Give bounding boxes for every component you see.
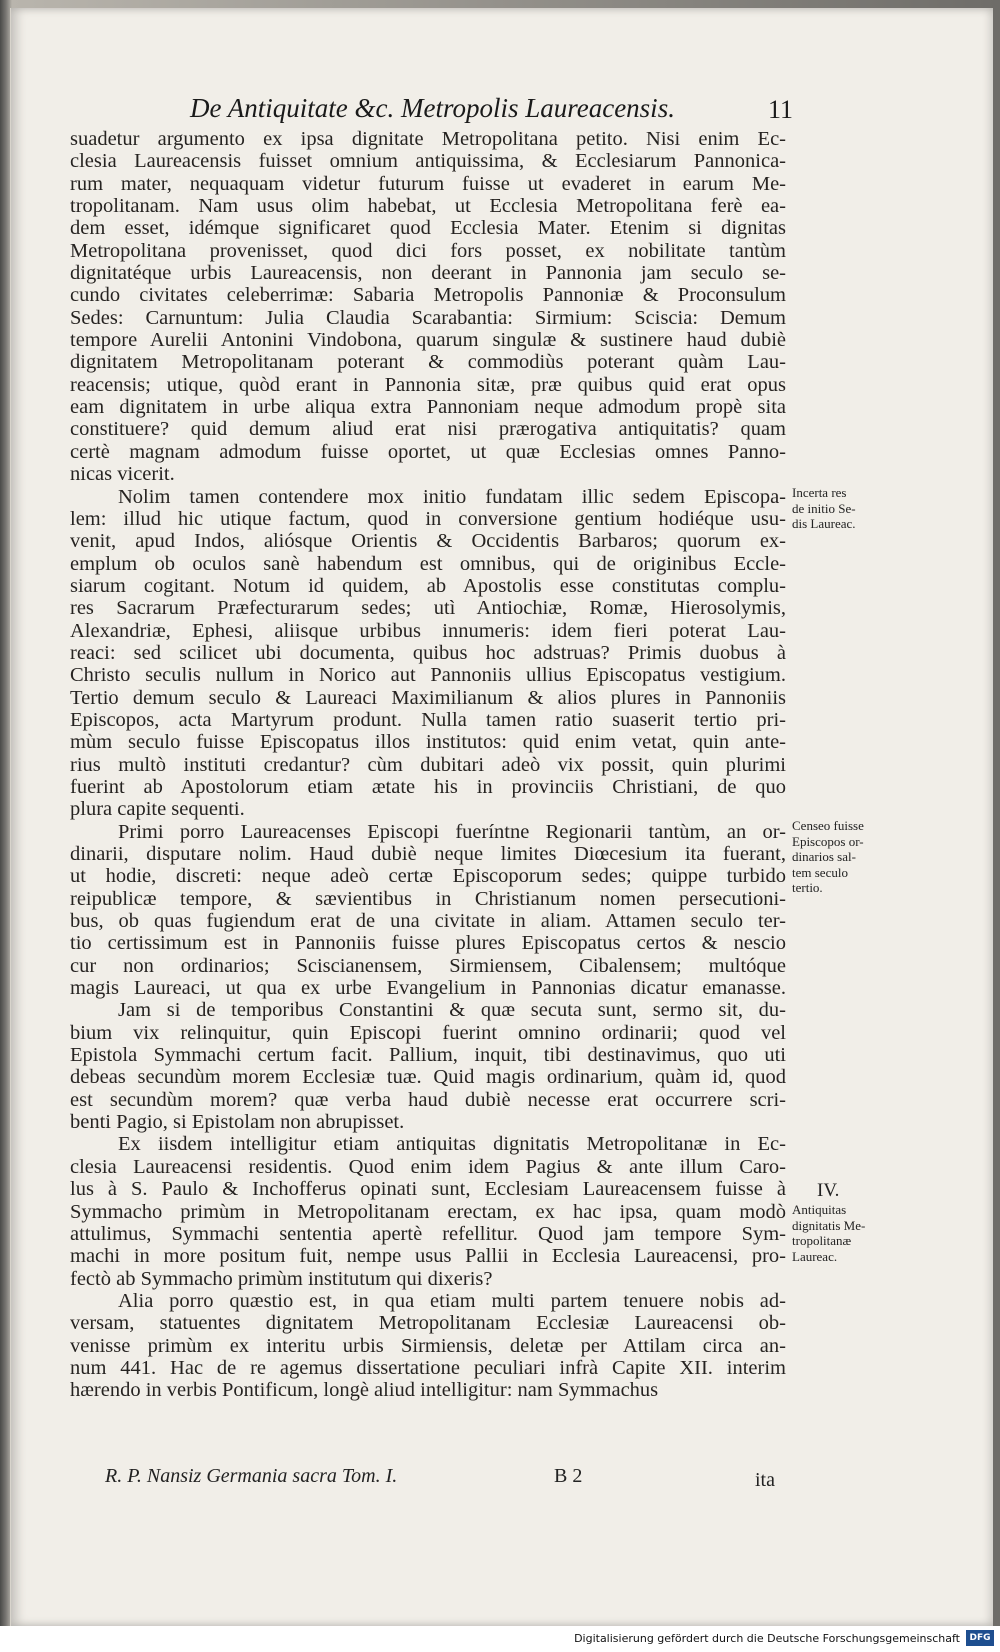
credit-bar (0, 1626, 1000, 1652)
margin-note-antiquitas (792, 1180, 902, 1264)
text-line: versam, statuentes dignitatem Metropolitanam Ecclesiæ Laureacensi ob- (70, 1312, 786, 1335)
text-line: Symmacho primùm in Metropolitanam erectam, ex hac ipsa, quam modò (70, 1200, 786, 1223)
margin-note-line: tropolitanæ (792, 1233, 852, 1248)
text-line: Primi porro Laureacenses Episcopi fueríntne Regionarii tantùm, an or- (118, 820, 786, 843)
text-line: clesia Laureacensi residentis. Quod enim idem Pagius & ante illum Caro- (70, 1155, 786, 1178)
section-numeral: IV. (817, 1180, 840, 1201)
text-line: num 441. Hac de re agemus dissertatione peculiari infrà Capite XII. interim (70, 1356, 786, 1379)
text-line: rum mater, nequaquam videtur futurum fuisse ut evaderet in earum Me- (70, 172, 786, 195)
margin-note-line: Episcopos or- (792, 833, 864, 849)
text-line: Episcopos, acta Martyrum produnt. Nulla tamen ratio suaserit tertio pri- (70, 708, 786, 731)
text-line: rius multò instituti credantur? cùm dubitari adeò vix possit, quin plurimi (70, 753, 786, 776)
text-line: clesia Laureacensis fuisset omnium antiquissima, & Ecclesiarum Pannonica- (70, 150, 786, 173)
text-line: reacensis; utique, quòd erant in Pannonia sitæ, præ quibus quid erat opus (70, 373, 786, 396)
text-line: Ex iisdem intelligitur etiam antiquitas dignitatis Metropolitanæ in Ec- (118, 1133, 786, 1156)
text-line: hærendo in verbis Pontificum, longè aliud intelligitur: nam Symmachus (70, 1379, 659, 1402)
text-line: siarum cogitant. Notum id quidem, ab Apostolis esse constitutas complu- (70, 574, 786, 597)
text-line: eam dignitatem in urbe aliqua extra Pannoniam neque admodum propè sita (70, 396, 786, 419)
text-line: magis Laureaci, ut qua ex urbe Evangelium in Pannonias dicatur emanasse. (70, 977, 786, 1000)
text-line: Nolim tamen contendere mox initio fundatam illic sedem Episcopa- (118, 485, 786, 508)
margin-note-line: dinarios sal- (792, 849, 856, 864)
text-line: res Sacrarum Præfecturarum sedes; utì Antiochiæ, Romæ, Hierosolymis, (70, 597, 786, 620)
text-line: reipublicæ tempore, & sævientibus in Christianum nomen persecutioni- (70, 887, 786, 910)
text-line: Alexandriæ, Ephesi, aliisque urbibus innumeris: idem fieri poterat Lau- (70, 619, 786, 642)
main-text (70, 128, 786, 1402)
text-line: reaci: sed scilicet ubi documenta, quibus hoc adstruas? Primis duobus à (70, 641, 786, 664)
text-line: ut hodie, discreti: neque adeò certæ Episcoporum sedes; quippe turbido (70, 865, 786, 888)
margin-note-line: de initio Se- (792, 500, 856, 516)
margin-note-line: Laureac. (792, 1248, 838, 1264)
text-line: nicas vicerit. (70, 463, 175, 486)
footer-catchword: ita (755, 1469, 775, 1491)
text-line: mùm seculo fuisse Episcopatus illos institutos: quid enim vetat, quin ante- (70, 731, 786, 754)
text-line: tempore Aurelii Antonini Vindobona, quarum singulæ & sustinere haud dubiè (70, 329, 786, 352)
credit-text: Digitalisierung gefördert durch die Deutsche Forschungsgemeinschaft (574, 1632, 960, 1645)
text-line: bium vix relinquitur, quin Episcopi fuerint omnino ordinarii; quod vel (70, 1021, 786, 1044)
text-line: Epistola Symmachi certum facit. Pallium, inquit, tibi destinavimus, quo uti (70, 1044, 786, 1067)
text-line: Alia porro quæstio est, in qua etiam multi partem tenuere nobis ad- (118, 1289, 786, 1312)
text-line: suadetur argumento ex ipsa dignitate Metropolitana petito. Nisi enim Ec- (70, 128, 786, 150)
text-line: cur non ordinarios; Sciscianensem, Sirmiensem, Cibalensem; multóque (70, 954, 786, 977)
margin-note-line: Incerta res (792, 485, 847, 500)
text-line: Christo seculis nullum in Norico aut Pannoniis ullius Episcopatus vestigium. (70, 664, 786, 687)
text-line: dignitatéque urbis Laureacensis, non deerant in Pannonia jam seculo se- (70, 262, 786, 285)
margin-note-censeo (792, 818, 902, 896)
text-line: dignitatem Metropolitanam poterant & commodiùs poterant quàm Lau- (70, 351, 786, 374)
text-line: machi in more positum fuit, nempe usus Pallii in Ecclesia Laureacensi, pro- (70, 1245, 786, 1268)
text-line: fectò ab Symmacho primùm institutum qui dixeris? (70, 1267, 493, 1290)
margin-note-line: dis Laureac. (792, 516, 856, 531)
margin-note-line: tem seculo (792, 864, 848, 880)
margin-note-line: Antiquitas (792, 1202, 847, 1217)
text-line: emplum ob oculos sanè habendum est omnibus, qui de originibus Eccle- (70, 552, 786, 575)
text-line: bus, ob quas fugiendum erat de una civitate in aliam. Attamen seculo ter- (70, 910, 786, 933)
dfg-logo: DFG (966, 1630, 994, 1646)
text-line: dinarii, disputare nolim. Haud dubiè neque limites Diœcesium ita fuerant, (70, 843, 786, 865)
text-line: cundo civitates celeberrimæ: Sabaria Metropolis Pannoniæ & Proconsulum (70, 284, 786, 307)
text-line: attulimus, Symmachi sententia apertè refellitur. Quod jam tempore Sym- (70, 1222, 786, 1245)
text-line: plura capite sequenti. (70, 798, 245, 821)
text-line: lus à S. Paulo & Inchofferus opinati sunt, Ecclesiam Laureacensem fuisse à (70, 1178, 786, 1201)
text-line: venit, apud Indos, aliósque Orientis & Occidentis Barbaros; quorum ex- (70, 530, 786, 553)
text-line: lem: illud hic utique factum, quod in conversione gentium hodiéque usu- (70, 507, 786, 530)
text-line: certè magnam admodum fuisse oportet, ut quæ Ecclesias omnes Panno- (70, 440, 786, 463)
text-line: Jam si de temporibus Constantini & quæ secuta sunt, sermo sit, du- (118, 999, 786, 1022)
text-line: tio certissimum est in Pannoniis fuisse plures Episcopatus certos & nescio (70, 932, 786, 955)
running-title: De Antiquitate &c. Metropolis Laureacensis. (190, 93, 675, 123)
margin-note-incerta (792, 485, 902, 532)
margin-note-line: dignitatis Me- (792, 1217, 866, 1233)
text-line: debeas secundùm morem Ecclesiæ tuæ. Quid magis ordinarium, quàm id, quod (70, 1066, 786, 1089)
text-line: est secundùm morem? quæ verba haud dubiè necesse erat occurrere scri- (70, 1088, 786, 1111)
footer-signature-note: R. P. Nansiz Germania sacra Tom. I. (105, 1465, 398, 1487)
text-line: Tertio demum seculo & Laureaci Maximilianum & alios plures in Pannoniis (70, 686, 786, 709)
text-line: fuerint ab Apostolorum etiam ætate his in provinciis Christiani, de quo (70, 775, 786, 798)
text-line: dem esset, idémque significaret quod Ecclesia Mater. Etenim si dignitas (70, 217, 786, 240)
margin-note-line: tertio. (792, 880, 823, 895)
text-line: benti Pagio, si Epistolam non abrupisset. (70, 1111, 405, 1134)
text-line: constituere? quid demum aliud erat nisi prærogativa antiquitatis? quam (70, 418, 786, 441)
text-line: Sedes: Carnuntum: Julia Claudia Scarabantia: Sirmium: Sciscia: Demum (70, 306, 786, 329)
text-line: venisse primùm ex interitu urbis Sirmiensis, deletæ per Attilam circa an- (70, 1334, 786, 1357)
footer-signature: B 2 (554, 1465, 583, 1487)
margin-note-line: Censeo fuisse (792, 818, 864, 833)
text-line: tropolitanam. Nam usus olim habebat, ut Ecclesia Metropolitana ferè ea- (70, 195, 786, 218)
text-line: Metropolitana provenisset, quod dici fors posset, ex nobilitate tantùm (70, 239, 786, 262)
page-number: 11 (768, 95, 794, 124)
